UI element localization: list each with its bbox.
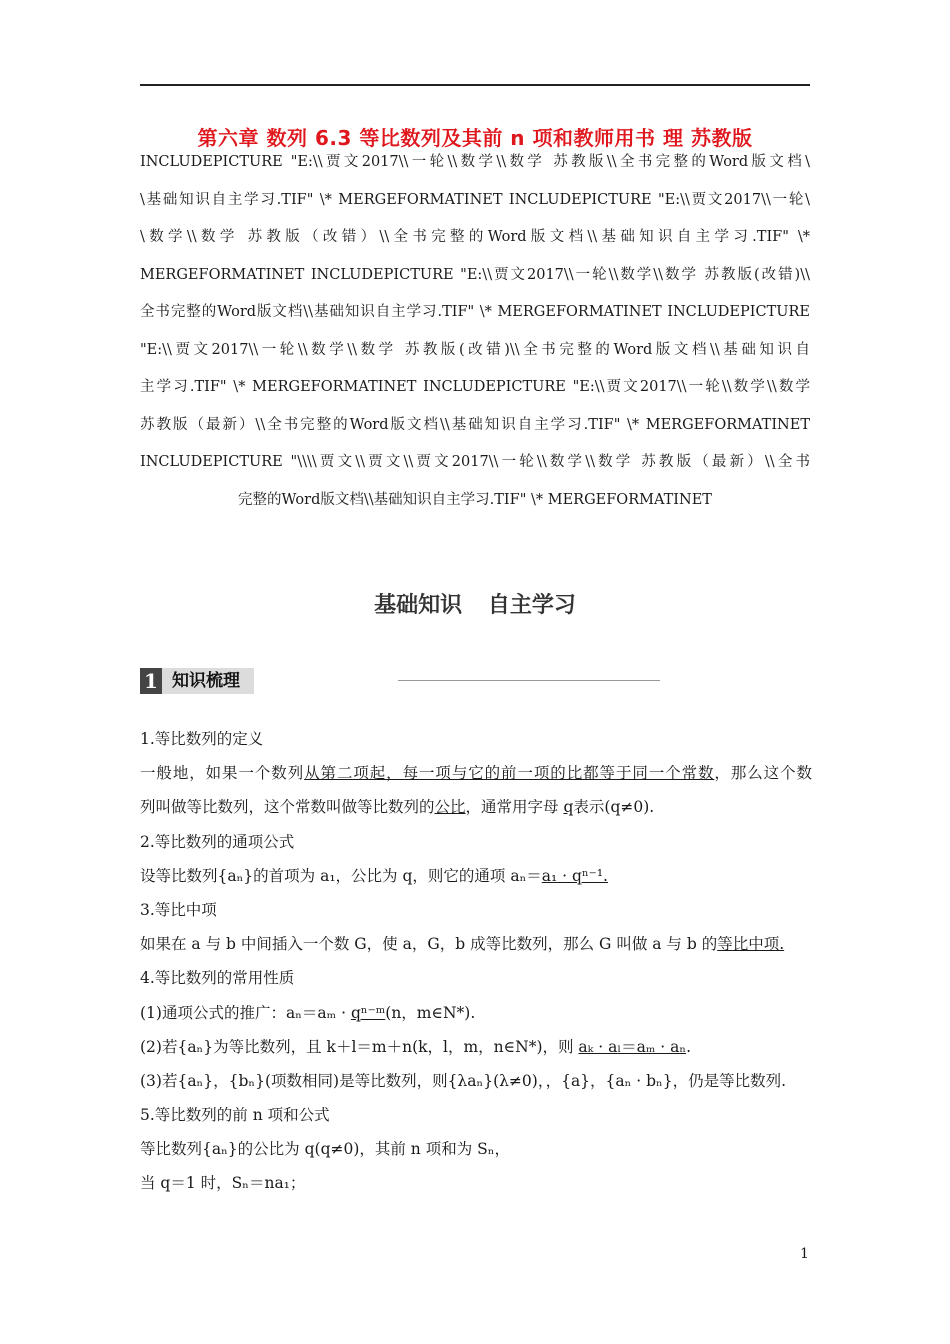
- field-code-line: 全书完整的Word版文档\\基础知识自主学习.TIF" \* MERGEFORMATINET INCLUDEPICTURE: [140, 304, 810, 320]
- paragraph-line: (3)若{aₙ}，{bₙ}(项数相同)是等比数列，则{λaₙ}(λ≠0)，，{a}，{aₙ · bₙ}，仍是等比数列.: [140, 1071, 787, 1090]
- field-code-line: \基础知识自主学习.TIF" \* MERGEFORMATINET INCLUDEPICTURE "E:\\贾文2017\\一轮\: [140, 191, 810, 208]
- underlined-answer: aₖ · aₗ＝aₘ · aₙ: [578, 1037, 687, 1056]
- paragraph-line: [140, 863, 812, 897]
- field-code-line: MERGEFORMATINET INCLUDEPICTURE "E:\\贾文2017\\一轮\\数学\\数学 苏教版(改错)\\: [140, 266, 810, 283]
- paragraph-line: [140, 794, 812, 828]
- text-run: (n，m∈N*).: [385, 1003, 476, 1022]
- badge-number: 1: [140, 668, 162, 694]
- text-run: 一般地，如果一个数列: [140, 764, 305, 783]
- underlined-answer: q: [563, 798, 574, 817]
- field-code-line: INCLUDEPICTURE "\\\\贾文\\贾文\\贾文2017\\一轮\\数学\\数学 苏教版（最新）\\全书: [140, 454, 810, 470]
- paragraph-line: [140, 1000, 812, 1034]
- page-number: 1: [800, 1246, 809, 1262]
- field-code-line: \数学\\数学 苏教版（改错）\\全书完整的Word版文档\\基础知识自主学习.TIF" \*: [140, 229, 810, 245]
- paragraph-line: [140, 1034, 812, 1068]
- subsection-heading: 2.等比数列的通项公式: [140, 832, 295, 851]
- text-run: 如果在 a 与 b 中间插入一个数 G，使 a，G，b 成等比数列，那么 G 叫做 a 与 b 的: [140, 935, 718, 954]
- badge-divider: [398, 680, 660, 681]
- underlined-answer: 等比中项.: [717, 935, 785, 954]
- section-heading: 基础知识 自主学习: [374, 593, 576, 618]
- field-code-line: INCLUDEPICTURE "E:\\贾文2017\\一轮\\数学\\数学 苏教版\\全书完整的Word版文档\: [140, 154, 810, 170]
- text-run: 表示(q≠0).: [573, 798, 655, 817]
- text-run: (2)若{aₙ}为等比数列，且 k＋l＝m＋n(k，l，m，n∈N*)，则: [140, 1037, 579, 1056]
- subsection-heading: 4.等比数列的常用性质: [140, 969, 295, 988]
- underlined-answer: qⁿ⁻ᵐ: [350, 1003, 386, 1022]
- body-content: [140, 726, 812, 1205]
- underlined-answer: 从第二项起，每一项与它的前一项的比都等于同一个常数: [304, 764, 715, 783]
- document-title: 第六章 数列 6.3 等比数列及其前 n 项和教师用书 理 苏教版: [197, 126, 753, 150]
- text-run: .: [686, 1037, 692, 1056]
- text-run: 列叫做等比数列，这个常数叫做等比数列的: [140, 798, 435, 817]
- paragraph-line: [140, 760, 812, 794]
- subsection-heading: 1.等比数列的定义: [140, 730, 264, 748]
- paragraph-line: 等比数列{aₙ}的公比为 q(q≠0)，其前 n 项和为 Sₙ，: [140, 1140, 510, 1159]
- header-rule: [140, 84, 810, 86]
- text-run: ，通常用字母: [465, 798, 564, 817]
- subsection-heading: 5.等比数列的前 n 项和公式: [140, 1106, 330, 1125]
- section-badge: [140, 668, 530, 694]
- field-code-line: 完整的Word版文档\\基础知识自主学习.TIF" \* MERGEFORMATINET: [238, 491, 712, 508]
- text-run: ，那么这个数: [714, 764, 812, 783]
- badge-label: 知识梳理: [162, 668, 254, 694]
- underlined-answer: a₁ · qⁿ⁻¹.: [541, 866, 608, 885]
- underlined-answer: 公比: [434, 798, 466, 817]
- text-run: (1)通项公式的推广：aₙ＝aₘ ·: [140, 1003, 351, 1022]
- subsection-heading: 3.等比中项: [140, 900, 217, 919]
- paragraph-line: [140, 931, 812, 965]
- field-code-block: [140, 148, 810, 523]
- field-code-line: 苏教版（最新）\\全书完整的Word版文档\\基础知识自主学习.TIF" \* MERGEFORMATINET: [140, 416, 810, 433]
- paragraph-line: 当 q＝1 时，Sₙ＝na₁；: [140, 1174, 306, 1193]
- field-code-line: "E:\\贾文2017\\一轮\\数学\\数学 苏教版(改错)\\全书完整的Word版文档\\基础知识自: [140, 341, 810, 358]
- text-run: 设等比数列{aₙ}的首项为 a₁，公比为 q，则它的通项 aₙ＝: [140, 866, 542, 885]
- field-code-line: 主学习.TIF" \* MERGEFORMATINET INCLUDEPICTURE "E:\\贾文2017\\一轮\\数学\\数学: [140, 379, 810, 395]
